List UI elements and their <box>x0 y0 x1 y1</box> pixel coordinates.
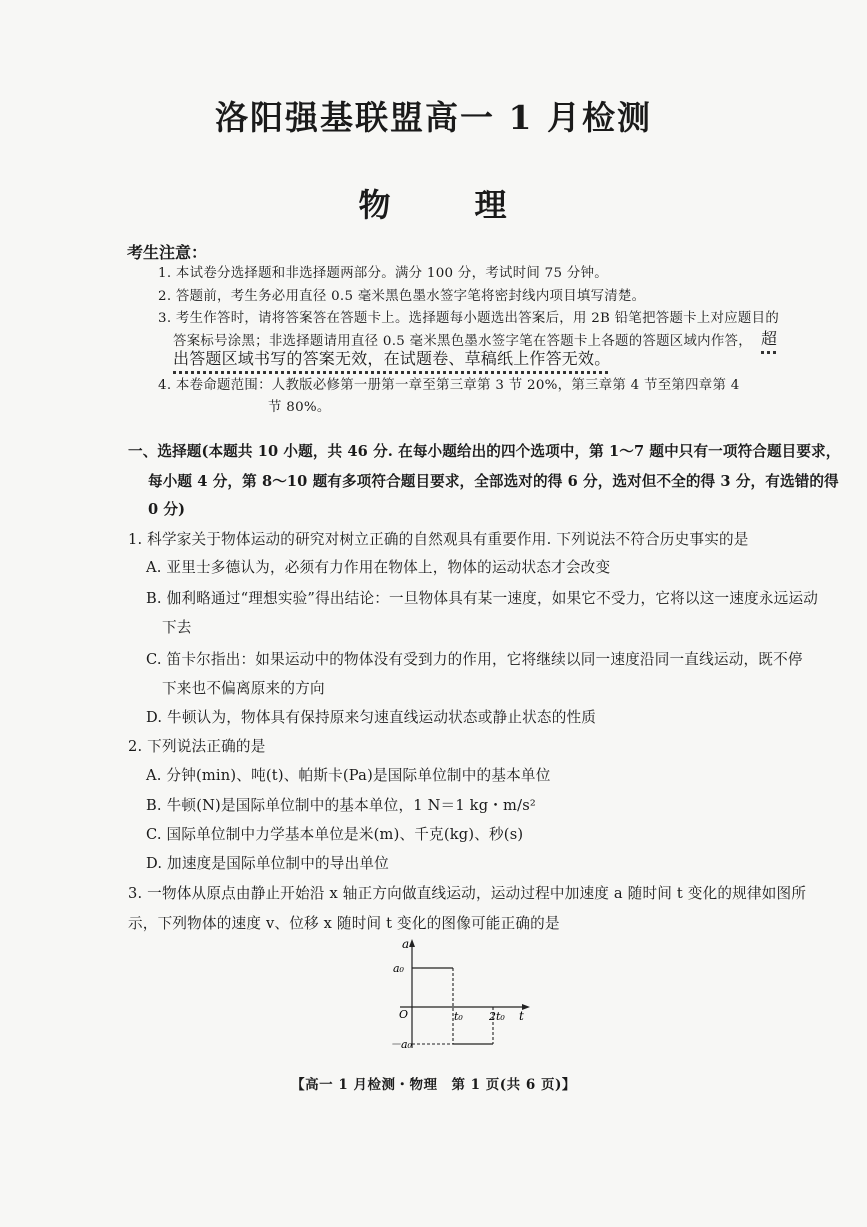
t0-label: t₀ <box>454 1010 463 1023</box>
acceleration-time-graph <box>390 936 540 1056</box>
section-heading-2: 每小题 4 分，第 8～10 题有多项符合题目要求，全部选对的得 6 分，选对但不全的得 3 分，有选错的得 <box>148 473 839 490</box>
neg-a0-label: －a₀ <box>390 1038 412 1051</box>
q1-option-d: D. 牛顿认为，物体具有保持原来匀速直线运动状态或静止状态的性质 <box>146 709 597 726</box>
page-title: 洛阳强基联盟高一 1 月检测 <box>215 98 652 137</box>
q2-option-d: D. 加速度是国际单位制中的导出单位 <box>146 855 389 872</box>
a0-label: a₀ <box>393 962 404 975</box>
q3-stem: 3. 一物体从原点由静止开始沿 x 轴正方向做直线运动，运动过程中加速度 a 随时间 t 变化的规律如图所 <box>128 885 807 902</box>
q2-option-a: A. 分钟(min)、吨(t)、帕斯卡(Pa)是国际单位制中的基本单位 <box>146 767 551 784</box>
y-axis-arrow <box>409 939 415 947</box>
q1-option-b-cont: 下去 <box>162 619 192 636</box>
q1-option-a: A. 亚里士多德认为，必须有力作用在物体上，物体的运动状态才会改变 <box>146 559 611 576</box>
notice-item-3-cont: 答案标号涂黑；非选择题请用直径 0.5 毫米黑色墨水签字笔在答题卡上各题的答题区域内作答， <box>173 334 752 349</box>
subject-char-1: 物 <box>358 186 393 224</box>
q2-stem: 2. 下列说法正确的是 <box>128 738 266 755</box>
q1-option-b: B. 伽利略通过“理想实验”得出结论：一旦物体具有某一速度，如果它不受力，它将以这一速度永远运动 <box>146 590 819 607</box>
notice-heading: 考生注意： <box>127 243 208 262</box>
2t0-label: 2t₀ <box>489 1010 505 1023</box>
notice-emphasis: 出答题区域书写的答案无效，在试题卷、草稿纸上作答无效。 <box>173 349 611 368</box>
origin-label: O <box>399 1008 409 1021</box>
q2-option-c: C. 国际单位制中力学基本单位是米(m)、千克(kg)、秒(s) <box>146 826 524 843</box>
notice-emphasis-start: 超 <box>761 329 778 348</box>
subject-title <box>0 180 867 226</box>
notice-item-4-cont: 节 80%。 <box>268 400 331 415</box>
section-heading-3: 0 分) <box>148 501 186 518</box>
q3-stem-cont: 示，下列物体的速度 v、位移 x 随时间 t 变化的图像可能正确的是 <box>128 915 560 932</box>
notice-item-4: 4. 本卷命题范围：人教版必修第一册第一章至第三章第 3 节 20%，第三章第 4 节至第四章第 4 <box>158 378 740 393</box>
q2-option-b: B. 牛顿(N)是国际单位制中的基本单位，1 N＝1 kg・m/s² <box>146 797 536 814</box>
section-heading-1: 一、选择题(本题共 10 小题，共 46 分. 在每小题给出的四个选项中，第 1～7 题中只有一项符合题目要求， <box>128 443 841 460</box>
q1-option-c: C. 笛卡尔指出：如果运动中的物体没有受到力的作用，它将继续以同一速度沿同一直线运动，既不停 <box>146 651 803 668</box>
page-footer: 【高一 1 月检测・物理 第 1 页(共 6 页)】 <box>291 1077 576 1093</box>
notice-item-2: 2. 答题前，考生务必用直径 0.5 毫米黑色墨水签字笔将密封线内项目填写清楚。 <box>158 289 646 304</box>
q1-option-c-cont: 下来也不偏离原来的方向 <box>162 680 325 697</box>
q1-stem: 1. 科学家关于物体运动的研究对树立正确的自然观具有重要作用. 下列说法不符合历史事实的是 <box>128 531 749 548</box>
subject-char-2: 理 <box>474 186 509 224</box>
y-axis-label: a <box>402 937 410 951</box>
notice-item-1: 1. 本试卷分选择题和非选择题两部分。满分 100 分，考试时间 75 分钟。 <box>158 266 608 281</box>
notice-item-3: 3. 考生作答时，请将答案答在答题卡上。选择题每小题选出答案后，用 2B 铅笔把答题卡上对应题目的 <box>158 311 780 326</box>
x-axis-label: t <box>519 1009 524 1023</box>
